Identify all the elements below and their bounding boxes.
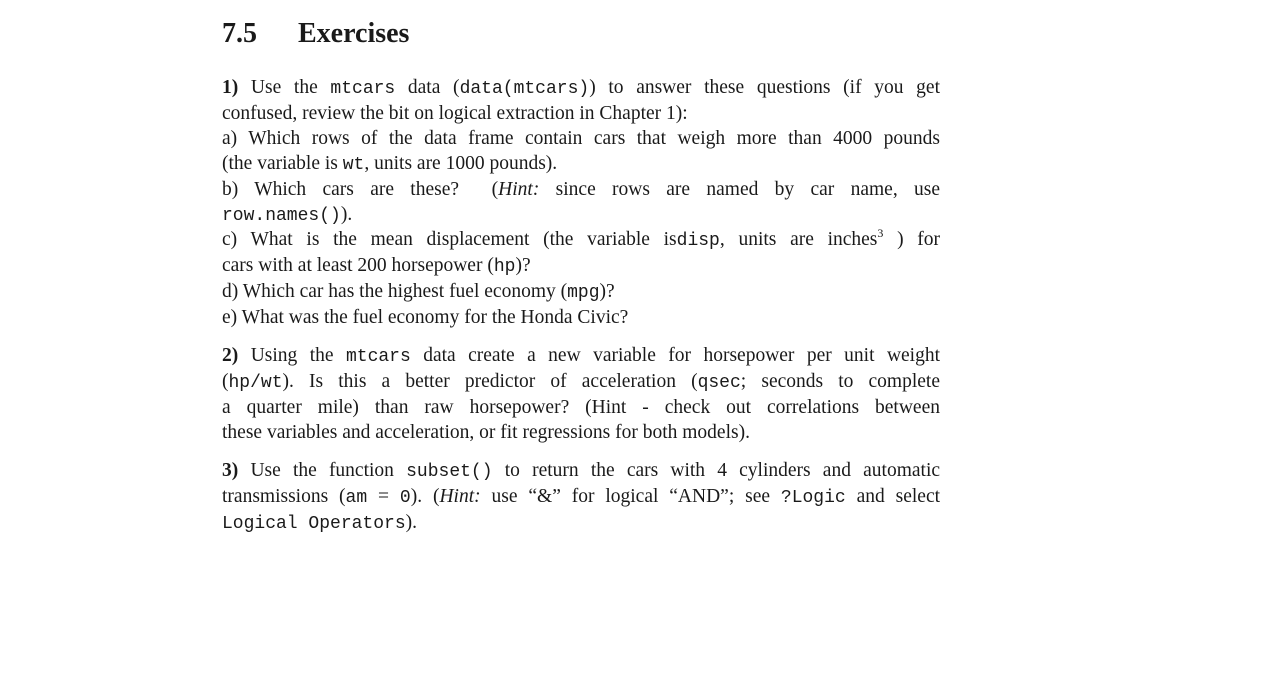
exercise-3-line-1	[222, 459, 940, 485]
exercise-1a-line-2	[222, 152, 940, 178]
text: c) What is the mean displacement (the variable is	[222, 229, 677, 251]
exercise-1-line-2: confused, review the bit on logical extraction in Chapter 1):	[222, 102, 688, 124]
text: Use the function	[250, 459, 394, 481]
exercise-2-number: 2)	[222, 345, 239, 367]
equals-sign: =	[367, 485, 400, 507]
exercise-1b-line-2	[222, 203, 940, 229]
exercise-2-line-1	[222, 344, 940, 370]
exercise-3-line-3	[222, 511, 940, 537]
exercise-3-number: 3)	[222, 459, 239, 481]
exercise-1c-line-2	[222, 254, 940, 280]
exercise-1e-line: e) What was the fuel economy for the Honda Civic?	[222, 307, 629, 329]
code-mpg: mpg	[567, 283, 600, 304]
section-title: Exercises	[298, 18, 410, 49]
text: (	[491, 178, 499, 200]
exercise-3	[222, 459, 940, 537]
hint-label: Hint:	[439, 485, 481, 507]
code-logical-operators: Logical Operators	[222, 513, 406, 534]
text: ).	[405, 511, 418, 533]
text: b) Which cars are these?	[222, 178, 460, 200]
code-qsec: qsec	[697, 372, 741, 393]
exercise-2-line-2	[222, 370, 940, 396]
exercise-1c-line-1	[222, 228, 940, 254]
code-hp-wt: hp/wt	[228, 372, 283, 393]
code-mtcars: mtcars	[330, 79, 396, 99]
text: )?	[599, 281, 615, 303]
exercise-1	[222, 76, 940, 331]
exercise-2-line-3: a quarter mile) than raw horsepower? (Hint - check out correlations between	[222, 396, 940, 418]
code-am: am	[345, 487, 368, 508]
text: data (	[407, 77, 460, 98]
exercise-1d-line	[222, 280, 940, 306]
text: since rows are named by car name, use	[555, 178, 940, 200]
text: and select	[856, 485, 941, 507]
code-data-mtcars: data(mtcars)	[459, 79, 590, 99]
text: ).	[340, 203, 353, 225]
text: data create a new variable for horsepower per unit weight	[423, 345, 941, 367]
text: cars with at least 200 horsepower (	[222, 255, 494, 277]
code-subset: subset()	[406, 461, 493, 482]
text: ). Is this a better predictor of acceleration (	[282, 370, 698, 392]
exercise-2	[222, 344, 940, 446]
section-number: 7.5	[222, 18, 257, 49]
text: transmissions (	[222, 485, 346, 507]
text: (	[222, 370, 229, 392]
code-hp: hp	[493, 257, 516, 278]
text: Use the	[250, 77, 318, 98]
code-mtcars: mtcars	[345, 347, 411, 368]
text: ) to answer these questions (if you get	[589, 77, 940, 98]
code-logic: ?Logic	[780, 487, 846, 508]
text: , units are 1000 pounds).	[364, 152, 558, 174]
text: Using the	[250, 345, 334, 367]
code-disp: disp	[676, 231, 720, 252]
exercise-1-number: 1)	[222, 77, 239, 98]
code-wt: wt	[342, 154, 365, 175]
exercise-2-line-4: these variables and acceleration, or fit regressions for both models).	[222, 421, 750, 443]
code-zero: 0	[399, 487, 411, 508]
text: use “&” for logical “AND”; see	[491, 485, 771, 507]
text: to return the cars with 4 cylinders and automatic	[504, 459, 941, 481]
exercise-3-line-2	[222, 485, 940, 511]
document-page	[222, 14, 940, 549]
text: (the variable is	[222, 152, 338, 174]
hint-label: Hint:	[498, 178, 540, 200]
text: ). (	[410, 485, 440, 507]
section-heading	[222, 14, 940, 54]
text: ; seconds to complete	[740, 370, 940, 392]
text: ) for	[897, 229, 941, 251]
text: , units are inches	[719, 229, 878, 251]
exercise-1b-line-1	[222, 178, 940, 203]
text: d) Which car has the highest fuel economy (	[222, 281, 568, 303]
superscript: 3	[877, 226, 884, 241]
exercise-1a-line-1: a) Which rows of the data frame contain cars that weigh more than 4000 pounds	[222, 127, 940, 149]
exercise-1-line-1	[222, 76, 940, 102]
code-row-names: row.names()	[222, 205, 341, 226]
text: )?	[515, 255, 531, 277]
